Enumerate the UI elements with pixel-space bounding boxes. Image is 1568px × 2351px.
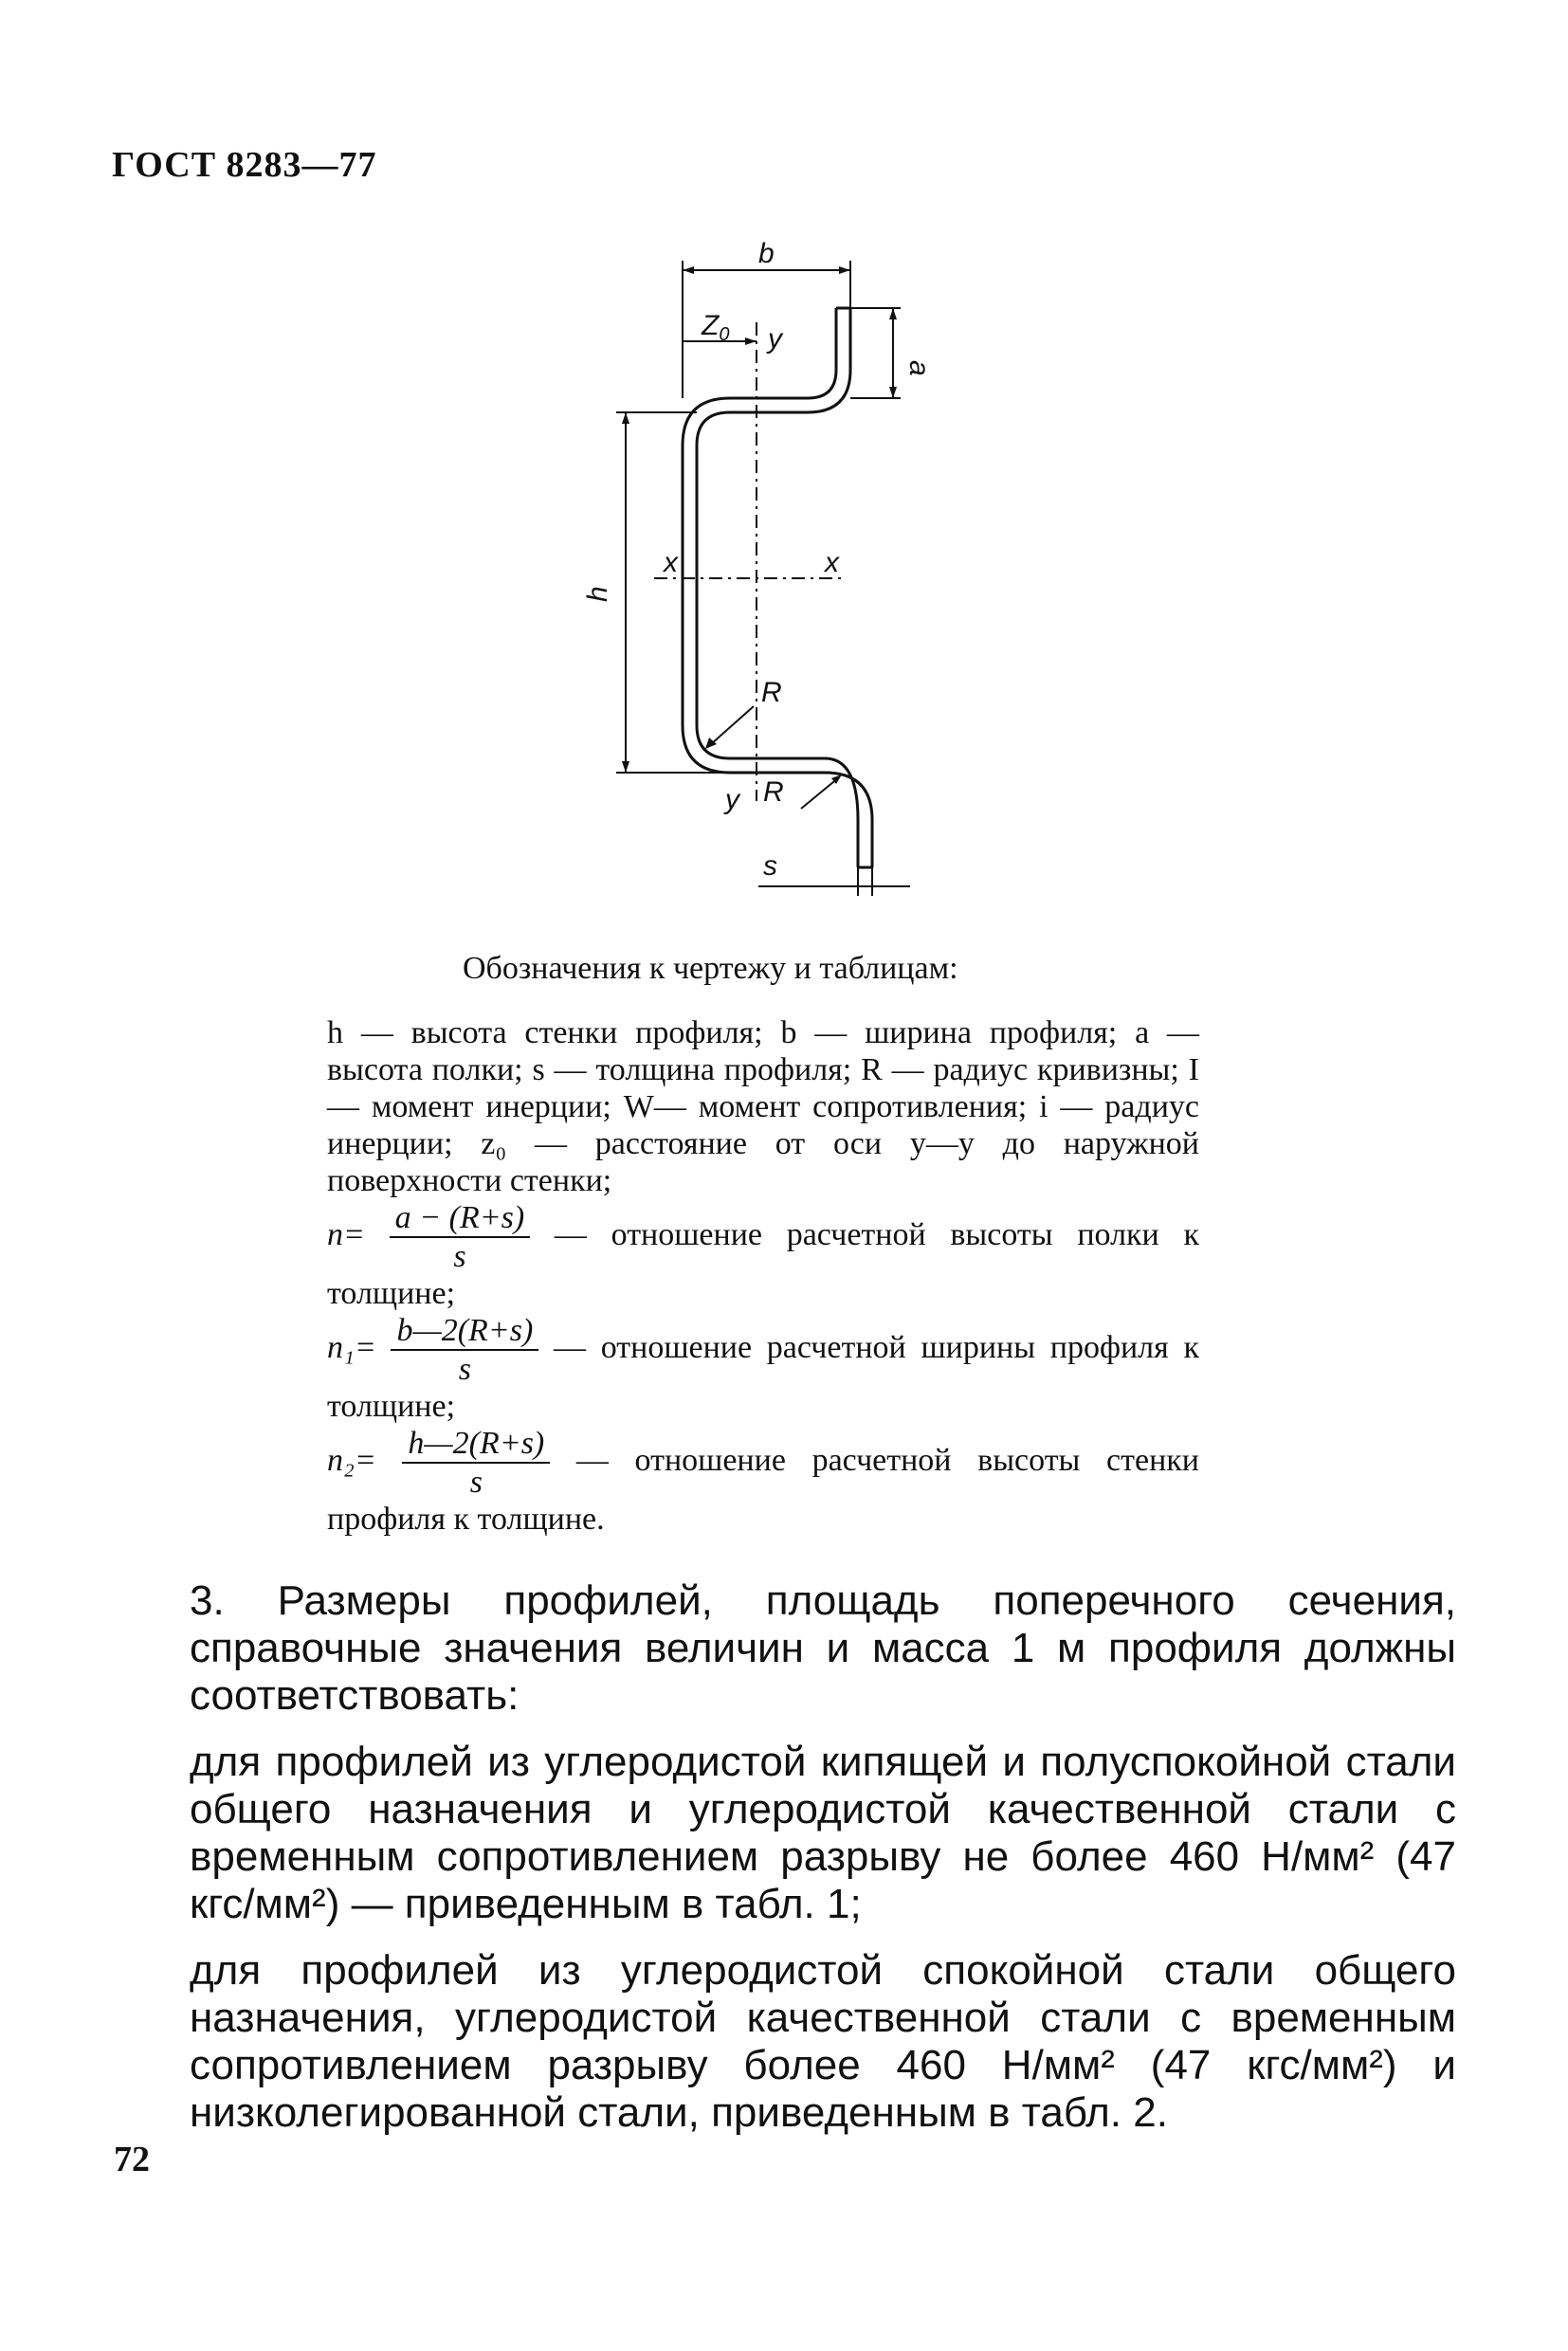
- label-x-right: x: [825, 547, 839, 578]
- page-number: 72: [114, 2140, 150, 2179]
- legend-block: [327, 1014, 1199, 1538]
- paragraph-table-1: для профилей из углеродистой кипящей и полуспокойной стали общего назначения и углеродистой качественной стали с временным сопротивлением разрыву не более 460 Н/мм² (47 кгс/мм²) — приведенным в табл. 1;: [190, 1739, 1456, 1927]
- label-h: h: [582, 586, 613, 602]
- label-b: b: [758, 238, 775, 269]
- label-R-lower: R: [763, 776, 784, 808]
- label-y-bottom: y: [725, 784, 739, 815]
- legend-definitions: h — высота стенки профиля; b — ширина профиля; a — высота полки; s — толщина профиля; R — радиус кривизны; I — момент инерции; W— момент сопротивления; i — радиус инерции; z₀ — расстояние от оси y—y до наружной поверхности стенки;: [327, 1015, 1199, 1198]
- legend-n: n= $\frac{a - (R+s)}{s}$ — отношение расчетной высоты полки к толщине;: [327, 1200, 1199, 1311]
- label-s: s: [763, 850, 777, 882]
- label-y-top: y: [768, 323, 782, 355]
- paragraph-table-2: для профилей из углеродистой спокойной стали общего назначения, углеродистой качественной стали с временным сопротивлением разрыву более 460 Н/мм² (47 кгс/мм²) и низколегированной стали, приведенным в табл. 2.: [190, 1947, 1456, 2136]
- legend-n1: n₁= $\frac{b—2(R+s)}{s}$ — отношение расчетной ширины профиля к толщине;: [327, 1313, 1200, 1424]
- label-z0: $Z_0$: [702, 310, 730, 345]
- label-a: a: [903, 360, 935, 376]
- document-header: ГОСТ 8283—77: [112, 145, 377, 185]
- legend-n2: n₂= $\frac{h—2(R+s)}{s}$ — отношение расчетной высоты стенки профиля к толщине.: [327, 1426, 1200, 1537]
- z-profile-drawing: [582, 238, 986, 924]
- legend-title: Обозначения к чертежу и таблицам:: [463, 951, 958, 986]
- label-x-left: x: [664, 547, 678, 578]
- body-text: [190, 1577, 1456, 2156]
- label-R-upper: R: [761, 677, 782, 708]
- paragraph-3: 3. Размеры профилей, площадь поперечного сечения, справочные значения величин и масса 1 м профиля должны соответствовать:: [190, 1577, 1456, 1719]
